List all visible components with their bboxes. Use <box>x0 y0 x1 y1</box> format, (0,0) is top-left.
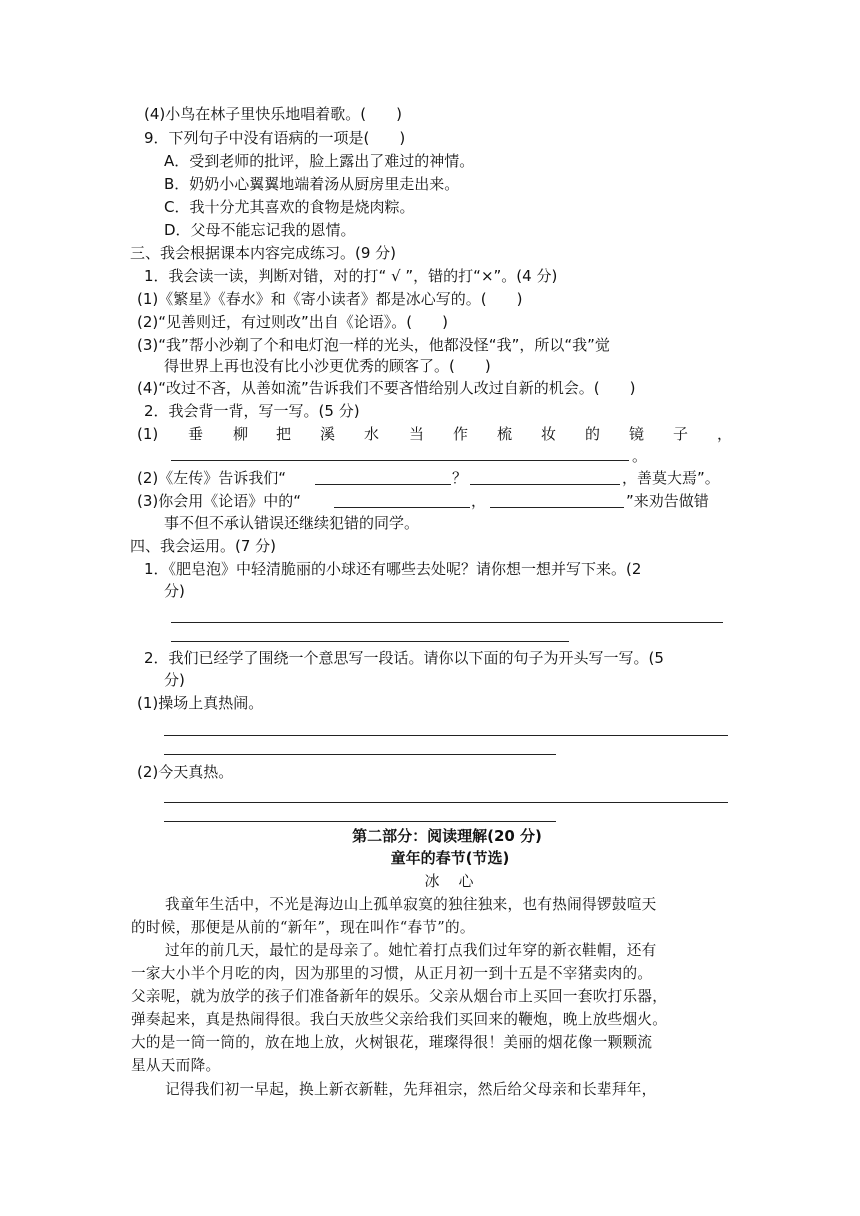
fill-3-blank-2[interactable] <box>490 507 624 508</box>
fill-1-char: 把 <box>276 425 292 443</box>
fill-1-number: (1) <box>137 425 159 443</box>
section-3-item-2: (2)“见善则迁，有过则改”出自《论语》。( ) <box>137 313 448 331</box>
passage-title: 童年的春节(节选) <box>390 849 510 867</box>
answer-line[interactable] <box>164 802 728 803</box>
fill-1-char: 作 <box>453 425 469 443</box>
fill-1-char: 镜 <box>629 425 645 443</box>
sentence-prompt-2: (2)今天真热。 <box>137 763 234 781</box>
fill-2-blank-2[interactable] <box>470 484 620 485</box>
question-9-option-d: D．父母不能忘记我的恩情。 <box>164 221 356 239</box>
question-9-option-c: C．我十分尤其喜欢的食物是烧肉粽。 <box>164 198 415 216</box>
fill-1-char: 的 <box>585 425 601 443</box>
passage-line: 的时候，那便是从前的“新年”，现在叫作“春节”的。 <box>131 919 475 936</box>
fill-3-blank-1[interactable] <box>334 507 470 508</box>
answer-line[interactable] <box>171 641 569 642</box>
fill-3-suffix: ”来劝告做错 <box>626 492 709 510</box>
question-8-item-4: (4)小鸟在林子里快乐地唱着歌。( ) <box>144 105 402 123</box>
section-3-item-1: (1)《繁星》《春水》和《寄小读者》都是冰心写的。( ) <box>137 290 523 308</box>
passage-line: 星从天而降。 <box>131 1057 221 1074</box>
fill-1-char: 柳 <box>233 425 249 443</box>
answer-line[interactable] <box>164 735 728 736</box>
passage-line: 一家大小半个月吃的肉，因为那里的习惯，从正月初一到十五是不宰猪卖肉的。 <box>131 965 653 982</box>
section-3-question-1: 1．我会读一读，判断对错，对的打“ √ ”，错的打“×”。(4 分) <box>144 267 558 285</box>
fill-1-char: 水 <box>364 425 380 443</box>
section-4-question-2: 2．我们已经学了围绕一个意思写一段话。请你以下面的句子为开头写一写。(5 <box>144 649 664 667</box>
fill-2-suffix: ，善莫大焉”。 <box>622 469 720 487</box>
passage-line: 大的是一筒一筒的，放在地上放，火树银花，璀璨得很！美丽的烟花像一颗颗流 <box>131 1034 653 1051</box>
fill-1-char: ， <box>717 425 733 443</box>
fill-3-comma: ， <box>471 492 487 510</box>
section-3-item-3-cont: 得世界上再也没有比小沙更优秀的顾客了。( ) <box>164 357 491 375</box>
fill-1-answer-line[interactable] <box>171 460 629 461</box>
passage-author: 冰 心 <box>424 872 476 890</box>
fill-3-prefix: (3)你会用《论语》中的“ <box>137 492 302 510</box>
question-9-stem: 9．下列句子中没有语病的一项是( ) <box>144 129 406 147</box>
fill-1-char: 当 <box>409 425 425 443</box>
part-2-heading: 第二部分：阅读理解(20 分) <box>352 827 542 845</box>
passage-line: 过年的前几天，最忙的是母亲了。她忙着打点我们过年穿的新衣鞋帽，还有 <box>165 942 657 959</box>
fill-1-char: 子 <box>673 425 689 443</box>
fill-1-period: 。 <box>632 447 648 465</box>
fill-2-prefix: (2)《左传》告诉我们“ <box>137 469 287 487</box>
passage-line: 记得我们初一早起，换上新衣新鞋，先拜祖宗，然后给父母亲和长辈拜年， <box>165 1081 657 1098</box>
fill-1-char: 梳 <box>497 425 513 443</box>
answer-line[interactable] <box>164 754 556 755</box>
fill-3-continuation: 事不但不承认错误还继续犯错的同学。 <box>164 514 420 532</box>
fill-1-char: 垂 <box>188 425 204 443</box>
question-9-option-a: A．受到老师的批评，脸上露出了难过的神情。 <box>164 152 475 170</box>
passage-line: 我童年生活中，不光是海边山上孤单寂寞的独往独来，也有热闹得锣鼓喧天 <box>165 896 657 913</box>
fill-2-question-mark: ？ <box>452 469 468 487</box>
section-4-title: 四、我会运用。(7 分) <box>130 537 277 555</box>
fill-1-char: 溪 <box>320 425 336 443</box>
question-9-option-b: B．奶奶小心翼翼地端着汤从厨房里走出来。 <box>164 175 460 193</box>
sentence-prompt-1: (1)操场上真热闹。 <box>137 694 264 712</box>
section-4-question-1-cont: 分) <box>164 582 185 600</box>
section-4-question-1: 1．《肥皂泡》中轻清脆丽的小球还有哪些去处呢？请你想一想并写下来。(2 <box>144 560 642 578</box>
answer-line[interactable] <box>164 821 556 822</box>
section-3-item-4: (4)“改过不吝，从善如流”告诉我们不要吝惜给别人改过自新的机会。( ) <box>137 379 636 397</box>
section-3-title: 三、我会根据课本内容完成练习。(9 分) <box>130 244 397 262</box>
section-4-question-2-cont: 分) <box>164 671 185 689</box>
section-3-item-3: (3)“我”帮小沙剃了个和电灯泡一样的光头，他都没怪“我”，所以“我”觉 <box>137 336 610 354</box>
fill-2-blank-1[interactable] <box>315 484 451 485</box>
section-3-question-2: 2．我会背一背，写一写。(5 分) <box>144 402 360 420</box>
answer-line[interactable] <box>171 622 723 623</box>
fill-1-char: 妆 <box>541 425 557 443</box>
passage-line: 弹奏起来，真是热闹得很。我白天放些父亲给我们买回来的鞭炮，晚上放些烟火。 <box>131 1011 668 1028</box>
passage-line: 父亲呢，就为放学的孩子们准备新年的娱乐。父亲从烟台市上买回一套吹打乐器， <box>131 988 668 1005</box>
